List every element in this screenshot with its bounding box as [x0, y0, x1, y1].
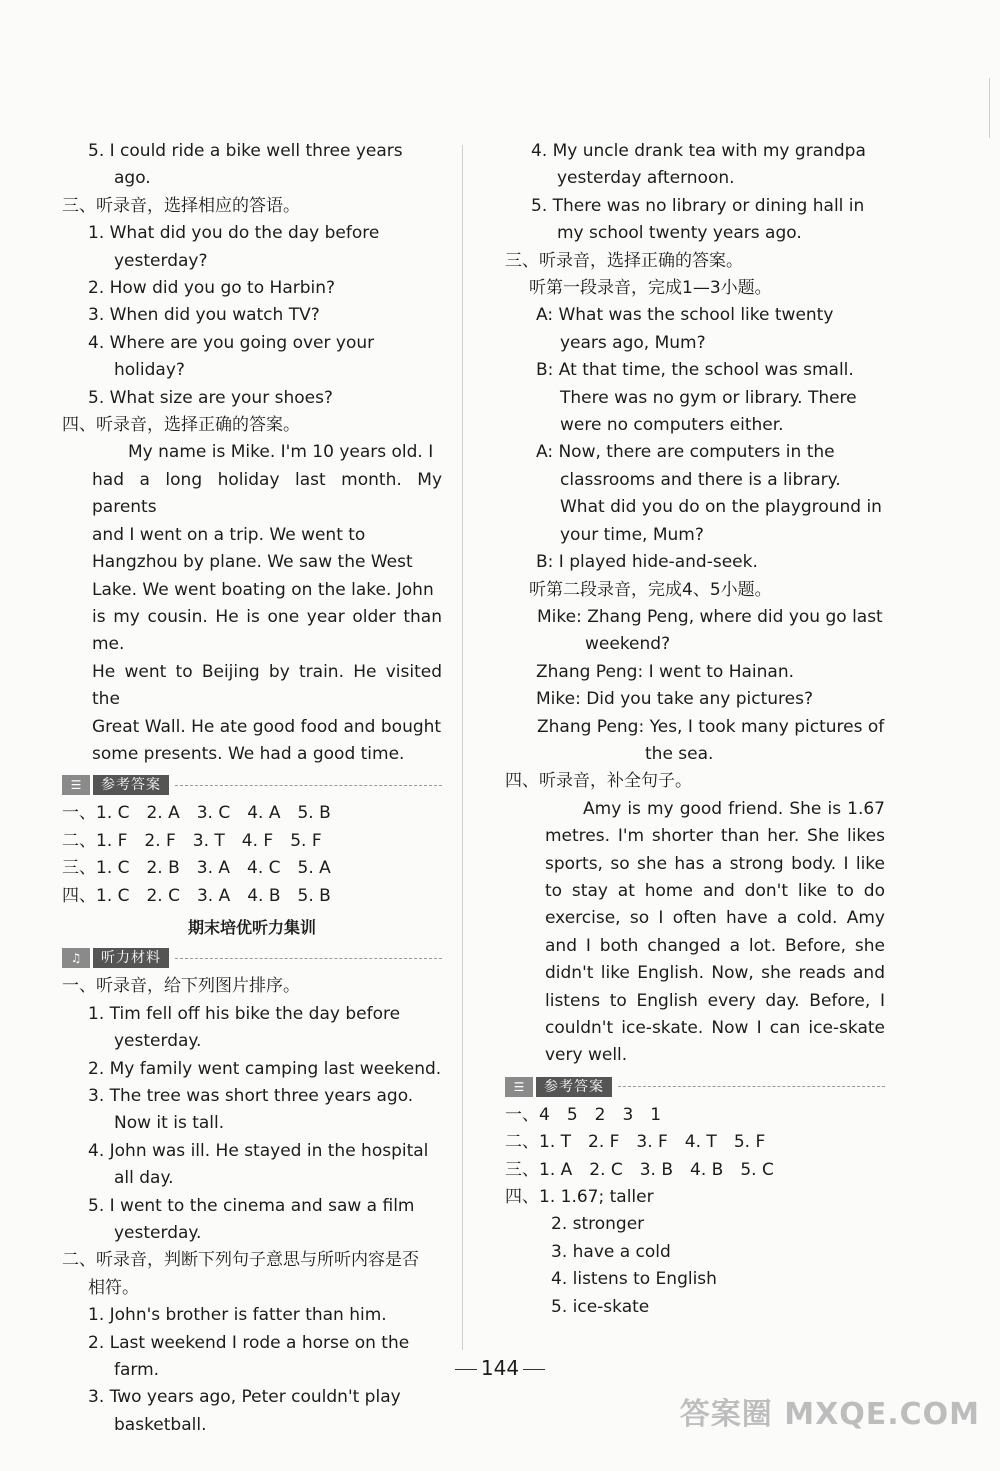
passage-right: Amy is my good friend. She is 1.67 metres. I'm shorter than her. She likes sports, so she has a strong body. I like to stay at home and don't like to do exercise, so I often have a cold. Amy and I both changed a lot. Before, she didn't like English. Now, she reads and listens to English every day. Before, I couldn't ice-skate. Now I can ice-skate very well.	[545, 798, 885, 1066]
sentence-3: 3. The tree was short three years ago. Now it is tall.	[88, 1086, 414, 1134]
dialogue-line: B: At that time, the school was small. There was no gym or library. There were no computers either.	[536, 360, 857, 436]
section-1-heading: 一、听录音，给下列图片排序。	[62, 976, 300, 997]
answer-line: 一、1. C 2. A 3. C 4. A 5. B	[62, 803, 331, 824]
sentence-2: 2. My family went camping last weekend.	[88, 1058, 442, 1079]
answer-icon: ☰	[505, 1077, 533, 1097]
part-1-instruction: 听第一段录音，完成1—3小题。	[529, 278, 772, 299]
question-2: 2. How did you go to Harbin?	[88, 278, 336, 299]
sentence-4: 4. John was ill. He stayed in the hospital all day.	[88, 1140, 429, 1189]
section-4-heading: 四、听录音，补全句子。	[505, 771, 692, 792]
material-header: ♫ 听力材料	[62, 947, 442, 969]
answer-line: 5. ice-skate	[551, 1296, 650, 1317]
margin-mark	[989, 78, 990, 138]
section-3-heading: 三、听录音，选择正确的答案。	[505, 250, 743, 271]
sentence-1: 1. Tim fell off his bike the day before yesterday.	[88, 1003, 401, 1052]
section-4-heading: 四、听录音，选择正确的答案。	[62, 415, 300, 436]
answer-header: ☰ 参考答案	[62, 774, 442, 796]
judge-5: 5. There was no library or dining hall in my school twenty years ago.	[531, 195, 865, 244]
answer-line: 二、1. T 2. F 3. F 4. T 5. F	[505, 1132, 766, 1153]
judge-2: 2. Last weekend I rode a horse on the farm.	[88, 1332, 410, 1381]
answer-line: 四、1. C 2. C 3. A 4. B 5. B	[62, 885, 331, 906]
column-divider	[462, 145, 463, 1350]
left-column	[62, 138, 442, 1439]
dialogue-line: A: Now, there are computers in the classrooms and there is a library. What did you do on the playground in your time, Mum?	[536, 442, 882, 545]
question-1: 1. What did you do the day before yesterday?	[88, 223, 380, 271]
answer-line: 四、1. 1.67; taller	[505, 1187, 654, 1208]
passage-left: My name is Mike. I'm 10 years old. I had a long holiday last month. My parents and I went on a trip. We went to Hangzhou by plane. We saw the West Lake. We went boating on the lake. John is my cousin. He is one year older than me. He went to Beijing by train. He visited the Great Wall. He ate good food and bought some presents. We had a good time.	[92, 442, 442, 764]
question-3: 3. When did you watch TV?	[88, 305, 320, 326]
section-2-heading: 二、听录音，判断下列句子意思与所听内容是否 相符。	[62, 1250, 419, 1298]
answer-line: 三、1. C 2. B 3. A 4. C 5. A	[62, 858, 331, 879]
right-column	[505, 138, 885, 1321]
judge-3: 3. Two years ago, Peter couldn't play basketball.	[88, 1387, 401, 1435]
question-4: 4. Where are you going over your holiday?	[88, 332, 375, 381]
answer-header: ☰ 参考答案	[505, 1076, 885, 1098]
answer-icon: ☰	[62, 775, 90, 795]
section-3-heading: 三、听录音，选择相应的答语。	[62, 195, 300, 216]
dialogue-line: B: I played hide-and-seek.	[536, 552, 758, 573]
dialogue-line: Mike: Did you take any pictures?	[536, 689, 813, 710]
dialogue-line: A: What was the school like twenty years ago, Mum?	[536, 305, 834, 353]
answer-line: 3. have a cold	[551, 1241, 671, 1262]
unit-title: 期末培优听力集训	[187, 917, 316, 937]
part-2-instruction: 听第二段录音，完成4、5小题。	[529, 579, 772, 600]
dialogue-line: Mike: Zhang Peng, where did you go last weekend?	[537, 606, 883, 655]
sentence-5: 5. I went to the cinema and saw a film yesterday.	[88, 1195, 415, 1244]
item-left-5: 5. I could ride a bike well three years ago.	[88, 141, 403, 189]
answer-line: 二、1. F 2. F 3. T 4. F 5. F	[62, 830, 322, 851]
page-number: 144	[0, 1356, 1000, 1380]
dialogue-line: Zhang Peng: I went to Hainan.	[536, 661, 794, 682]
answer-line: 4. listens to English	[551, 1269, 717, 1290]
judge-1: 1. John's brother is fatter than him.	[88, 1305, 387, 1326]
watermark-logo: 答案圈 MXQE.COM	[679, 1397, 980, 1432]
question-5: 5. What size are your shoes?	[88, 387, 333, 408]
dialogue-line: Zhang Peng: Yes, I took many pictures of the sea.	[537, 716, 885, 764]
answer-line: 三、1. A 2. C 3. B 4. B 5. C	[505, 1159, 774, 1180]
judge-4: 4. My uncle drank tea with my grandpa yesterday afternoon.	[531, 141, 866, 189]
answer-line: 2. stronger	[551, 1214, 645, 1235]
answer-line: 一、4 5 2 3 1	[505, 1104, 662, 1125]
headphones-icon: ♫	[62, 948, 90, 968]
